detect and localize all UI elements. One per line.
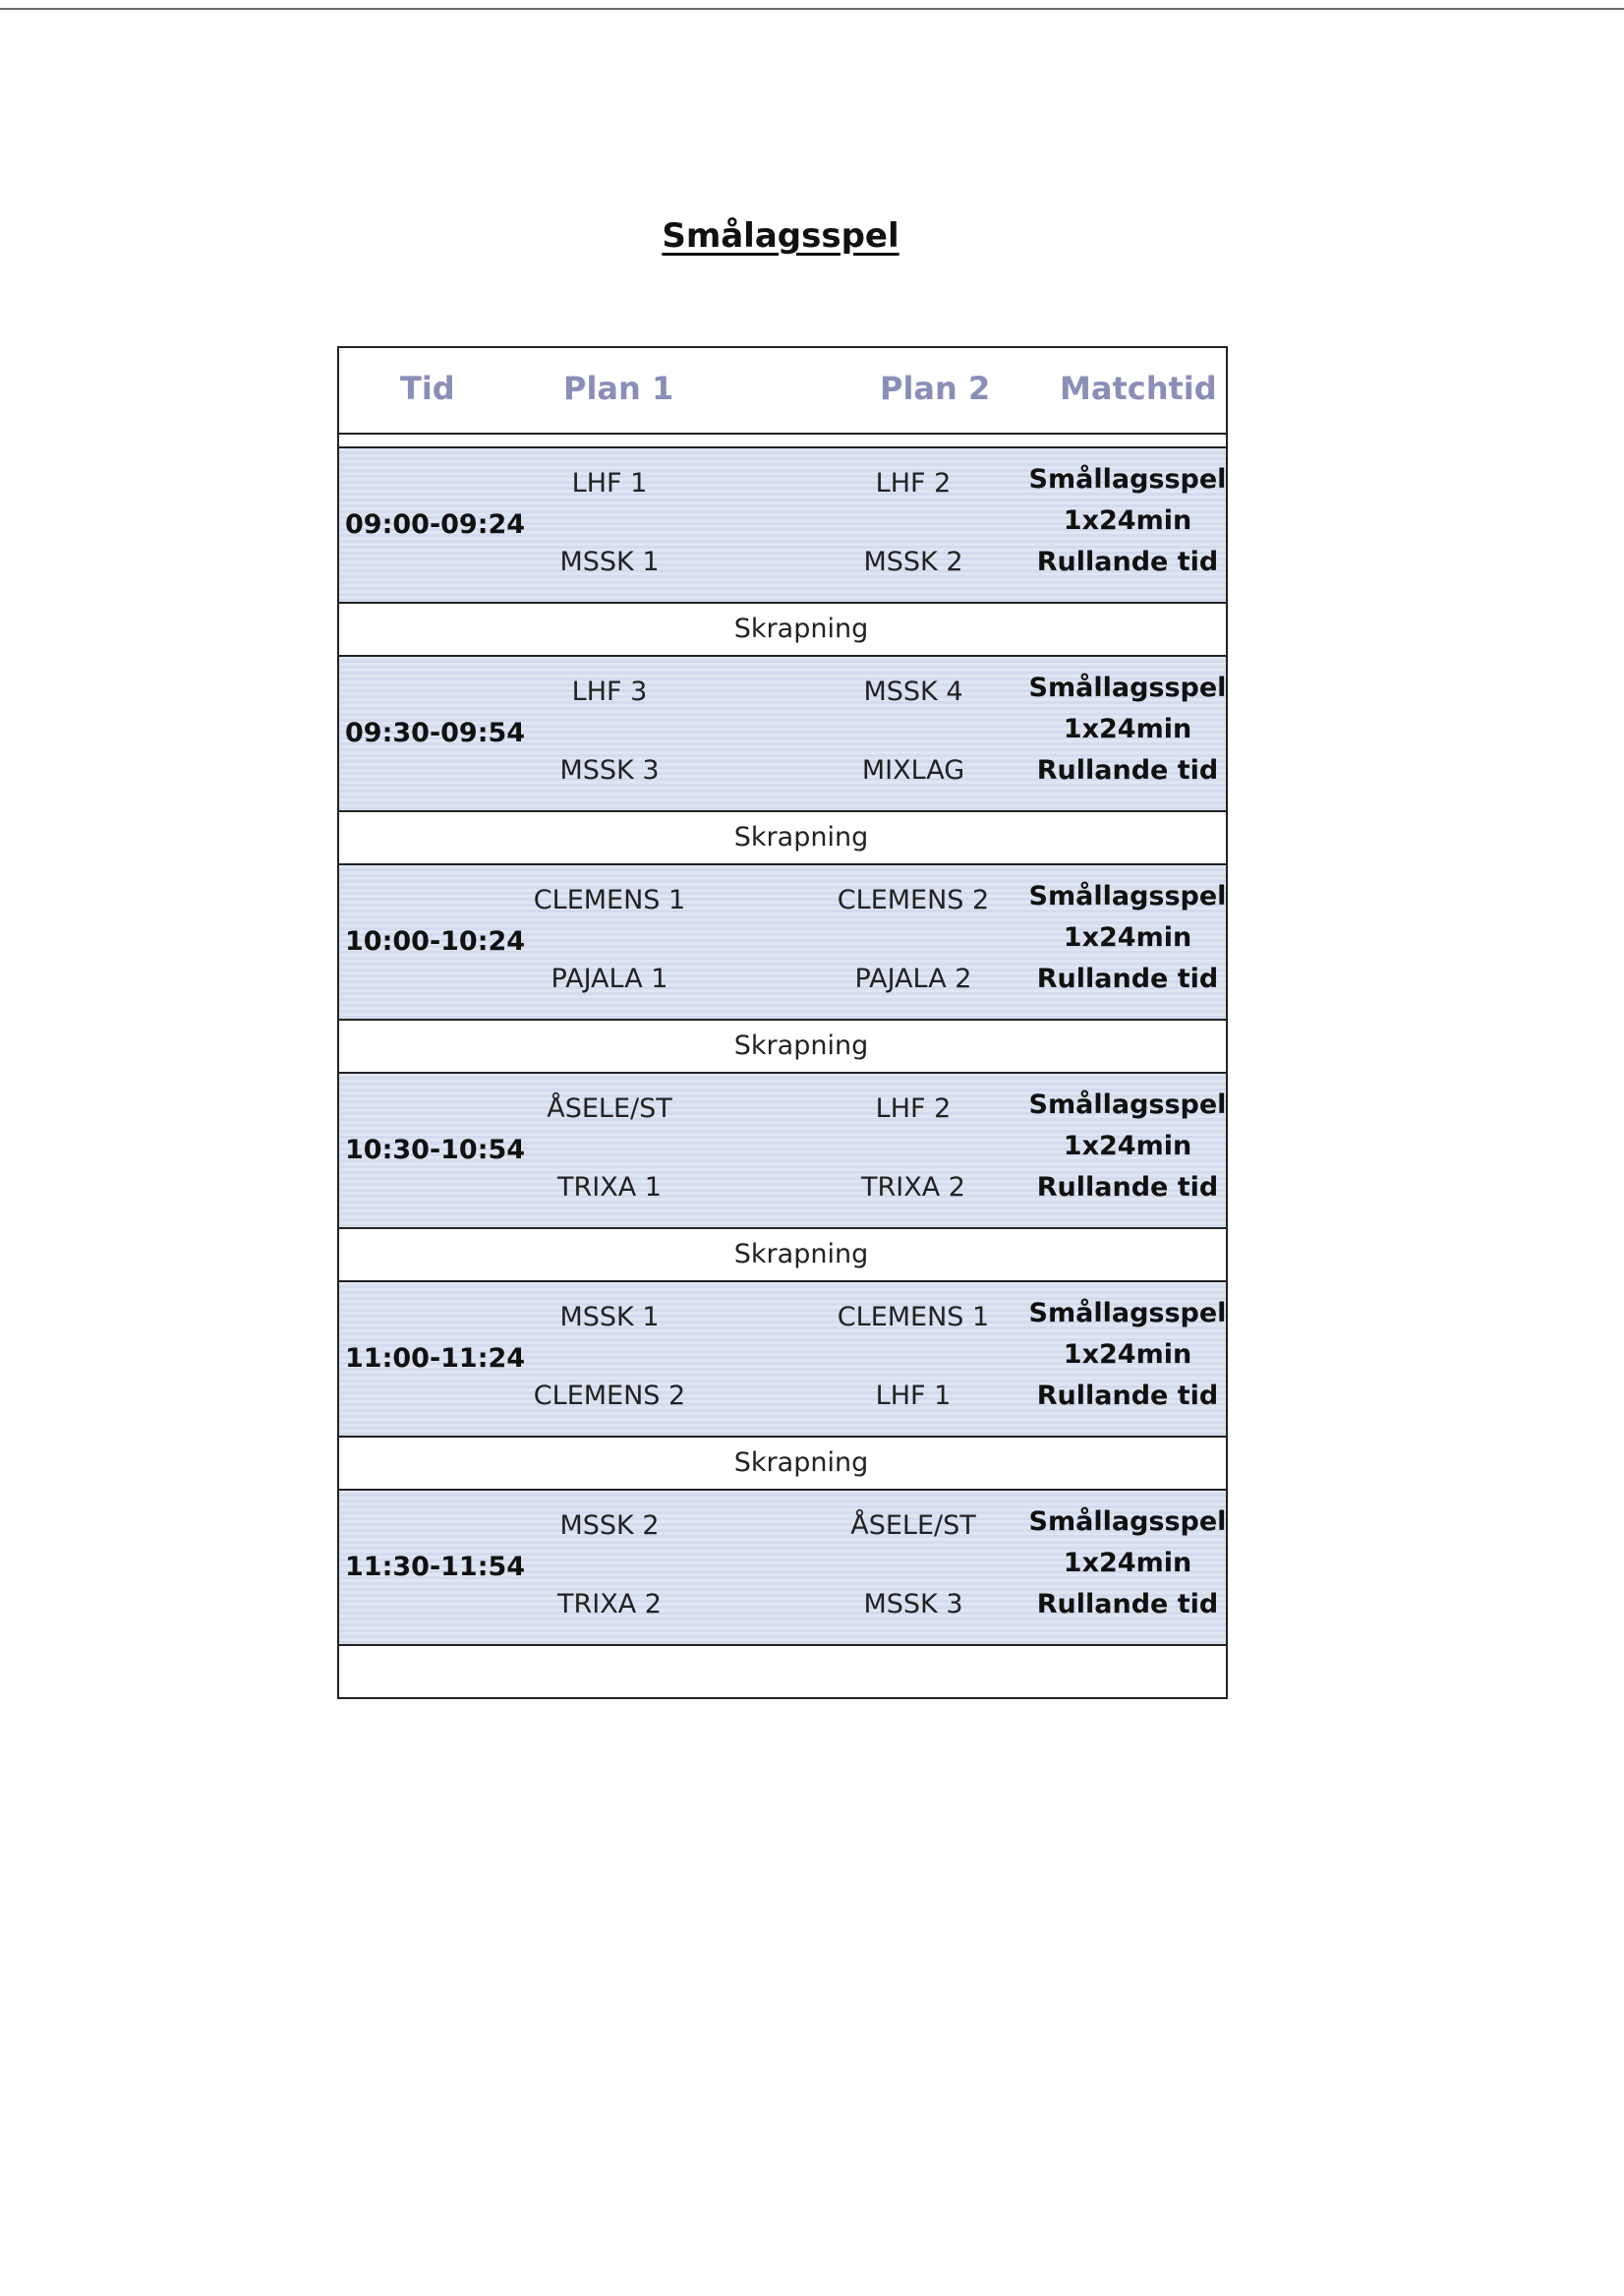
plan2-team: LHF 2 — [875, 1093, 952, 1124]
time-slot: 09:30-09:54 — [345, 718, 526, 748]
separator-label: Skrapning — [733, 1239, 869, 1269]
time-slot: 09:00-09:24 — [345, 509, 526, 540]
match-type: Smållagsspel — [1028, 673, 1227, 703]
table-row — [339, 865, 1226, 1021]
time-slot: 10:30-10:54 — [345, 1135, 526, 1165]
match-type: Smållagsspel — [1028, 1298, 1227, 1328]
separator-row — [339, 604, 1226, 657]
table-row — [339, 1282, 1226, 1438]
header-plan2: Plan 2 — [880, 370, 991, 407]
plan2-team: LHF 1 — [875, 1381, 952, 1411]
match-clock: Rullande tid — [1036, 755, 1219, 786]
match-type: Smållagsspel — [1028, 1089, 1227, 1120]
separator-label: Skrapning — [733, 822, 869, 853]
plan2-team: MIXLAG — [861, 755, 965, 786]
match-clock: Rullande tid — [1036, 1172, 1219, 1203]
match-duration: 1x24min — [1063, 1548, 1192, 1578]
scan-edge-line — [0, 8, 1624, 10]
separator-row — [339, 812, 1226, 865]
plan2-team: PAJALA 2 — [854, 964, 972, 994]
plan2-team: MSSK 3 — [863, 1589, 963, 1619]
match-duration: 1x24min — [1063, 922, 1192, 953]
time-slot: 11:00-11:24 — [345, 1343, 526, 1374]
match-type: Smållagsspel — [1028, 881, 1227, 912]
separator-label: Skrapning — [733, 614, 869, 644]
empty-final-row — [339, 1646, 1226, 1697]
match-type: Smållagsspel — [1028, 1506, 1227, 1537]
plan1-team: MSSK 3 — [559, 755, 660, 786]
plan1-team: MSSK 1 — [559, 547, 660, 577]
plan1-team: TRIXA 2 — [557, 1589, 662, 1619]
plan1-team: LHF 1 — [571, 468, 648, 499]
plan1-team: ÅSELE/ST — [547, 1093, 672, 1124]
plan2-team: MSSK 2 — [863, 547, 963, 577]
match-clock: Rullande tid — [1036, 1381, 1219, 1411]
plan1-team: CLEMENS 2 — [533, 1381, 686, 1411]
table-row — [339, 1074, 1226, 1229]
table-header — [339, 348, 1226, 435]
plan2-team: MSSK 4 — [863, 677, 963, 707]
document-title: Smålagsspel — [662, 216, 899, 256]
match-type: Smållagsspel — [1028, 464, 1227, 495]
plan2-team: ÅSELE/ST — [850, 1510, 976, 1541]
header-gap — [339, 435, 1226, 448]
plan1-team: PAJALA 1 — [551, 964, 668, 994]
match-duration: 1x24min — [1063, 1339, 1192, 1370]
plan1-team: LHF 3 — [571, 677, 648, 707]
separator-row — [339, 1438, 1226, 1491]
plan2-team: CLEMENS 1 — [837, 1302, 990, 1332]
schedule-table — [337, 346, 1228, 1699]
separator-label: Skrapning — [733, 1447, 869, 1478]
match-duration: 1x24min — [1063, 714, 1192, 744]
plan1-team: TRIXA 1 — [557, 1172, 662, 1203]
header-plan1: Plan 1 — [563, 370, 674, 407]
plan2-team: CLEMENS 2 — [837, 885, 990, 915]
plan1-team: CLEMENS 1 — [533, 885, 686, 915]
table-row — [339, 657, 1226, 812]
match-duration: 1x24min — [1063, 505, 1192, 536]
match-clock: Rullande tid — [1036, 547, 1219, 577]
header-tid: Tid — [400, 370, 455, 407]
separator-row — [339, 1021, 1226, 1074]
table-row — [339, 1491, 1226, 1646]
match-duration: 1x24min — [1063, 1131, 1192, 1161]
plan2-team: LHF 2 — [875, 468, 952, 499]
header-matchtid: Matchtid — [1060, 370, 1217, 407]
time-slot: 11:30-11:54 — [345, 1552, 526, 1582]
plan1-team: MSSK 1 — [559, 1302, 660, 1332]
separator-row — [339, 1229, 1226, 1282]
time-slot: 10:00-10:24 — [345, 926, 526, 957]
plan2-team: TRIXA 2 — [861, 1172, 965, 1203]
plan1-team: MSSK 2 — [559, 1510, 660, 1541]
separator-label: Skrapning — [733, 1030, 869, 1061]
match-clock: Rullande tid — [1036, 1589, 1219, 1619]
match-clock: Rullande tid — [1036, 964, 1219, 994]
table-row — [339, 448, 1226, 604]
